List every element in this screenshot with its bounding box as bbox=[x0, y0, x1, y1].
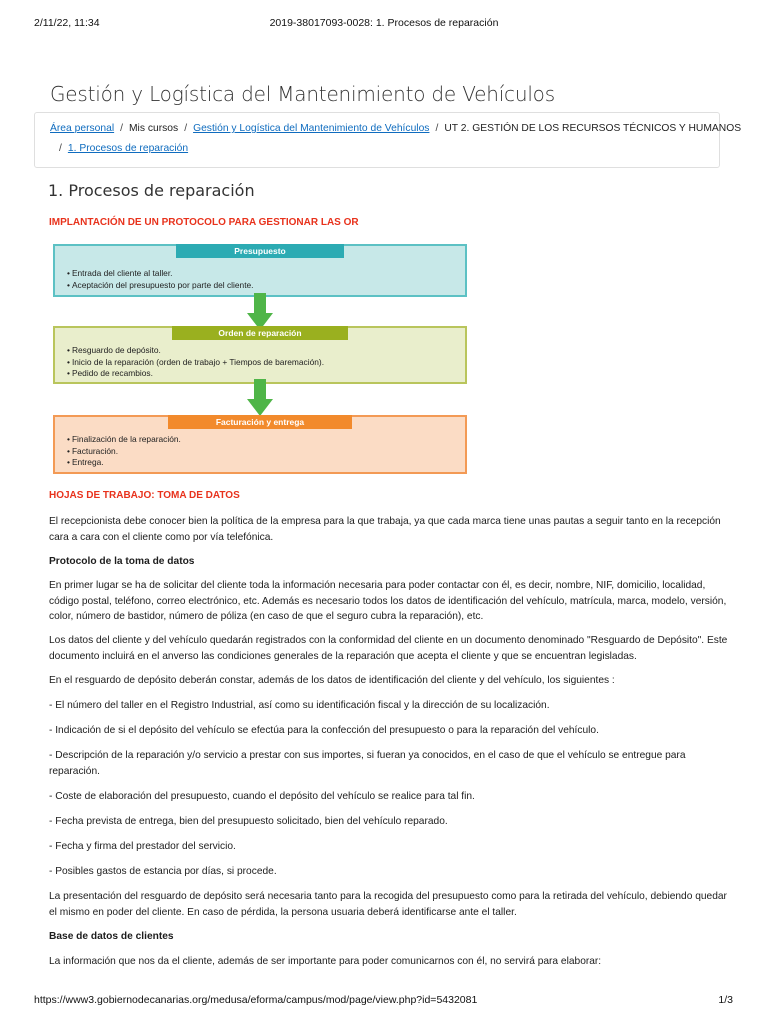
section-heading-protocol: IMPLANTACIÓN DE UN PROTOCOLO PARA GESTIONAR LAS OR bbox=[49, 217, 359, 228]
stage-orden-reparacion bbox=[53, 326, 467, 384]
subheading-base-datos: Base de datos de clientes bbox=[49, 931, 174, 942]
breadcrumb-separator: / bbox=[120, 123, 123, 134]
stage-item: • Facturación. bbox=[67, 446, 181, 458]
breadcrumb-link-course[interactable]: Gestión y Logística del Mantenimiento de Vehículos bbox=[193, 123, 430, 134]
stage-title: Facturación y entrega bbox=[168, 415, 352, 429]
subheading-protocolo: Protocolo de la toma de datos bbox=[49, 556, 195, 567]
stage-item: • Resguardo de depósito. bbox=[67, 345, 324, 357]
print-date: 2/11/22, 11:34 bbox=[34, 17, 100, 29]
list-item: - Indicación de si el depósito del vehículo se efectúa para la confección del presupuesto o para la reparación del vehículo. bbox=[49, 725, 599, 736]
repair-process-diagram bbox=[50, 240, 470, 475]
list-item: - Posibles gastos de estancia por días, si procede. bbox=[49, 866, 277, 877]
breadcrumb-separator: / bbox=[184, 123, 188, 134]
list-item: - Descripción de la reparación y/o servicio a prestar con sus importes, si fueran ya conocidos, en el caso de que el vehículo se entregue para reparación. bbox=[49, 750, 686, 777]
breadcrumb-separator: / bbox=[435, 123, 439, 134]
section-heading-worksheets: HOJAS DE TRABAJO: TOMA DE DATOS bbox=[49, 490, 240, 501]
list-item: - Fecha prevista de entrega, bien del presupuesto solicitado, bien del vehículo reparado. bbox=[49, 816, 448, 827]
paragraph-resguardo: Los datos del cliente y del vehículo quedarán registrados con la conformidad del cliente en un documento denominado "Resguardo de Depósito". Este documento incluirá en el anverso las condiciones generales de la reparación que acepta el cliente y que se encuentran legisladas. bbox=[49, 635, 728, 662]
breadcrumb-item-mis-cursos[interactable]: Mis cursos bbox=[128, 123, 179, 134]
breadcrumb-link-area-personal[interactable]: Área personal bbox=[50, 123, 115, 134]
stage-items bbox=[67, 268, 254, 291]
breadcrumb-link-current-page[interactable]: 1. Procesos de reparación bbox=[67, 143, 189, 154]
paragraph-intro: El recepcionista debe conocer bien la política de la empresa para la que trabaja, ya que cada marca tiene unas pautas a seguir tanto en la recepción cara a cara con el cliente como por vía telefónica. bbox=[49, 516, 721, 543]
stage-title: Presupuesto bbox=[176, 244, 344, 258]
breadcrumb bbox=[34, 112, 742, 168]
paragraph-presentation: La presentación del resguardo de depósito será necesaria tanto para la recogida del presupuesto como para la retirada del vehículo, debiendo quedar el mismo en poder del cliente. En caso de pérdida, la persona usuaria deberá identificarse ante el taller. bbox=[49, 891, 727, 918]
stage-items bbox=[67, 434, 181, 469]
print-footer bbox=[0, 994, 768, 1008]
stage-presupuesto bbox=[53, 244, 467, 297]
stage-item: • Pedido de recambios. bbox=[67, 368, 324, 380]
paragraph-requirements: En el resguardo de depósito deberán constar, además de los datos de identificación del cliente y del vehículo, los siguientes : bbox=[49, 675, 615, 686]
paragraph-client-info: La información que nos da el cliente, además de ser importante para poder comunicarnos con él, no servirá para elaborar: bbox=[49, 956, 602, 967]
stage-item: • Entrega. bbox=[67, 457, 181, 469]
stage-item: • Aceptación del presupuesto por parte del cliente. bbox=[67, 280, 254, 292]
course-title: Gestión y Logística del Mantenimiento de Vehículos bbox=[50, 82, 555, 106]
list-item: - Fecha y firma del prestador del servicio. bbox=[49, 841, 236, 852]
stage-title: Orden de reparación bbox=[172, 326, 348, 340]
stage-item: • Finalización de la reparación. bbox=[67, 434, 181, 446]
stage-item: • Entrada del cliente al taller. bbox=[67, 268, 254, 280]
breadcrumb-item-unit[interactable]: UT 2. GESTIÓN DE LOS RECURSOS TÉCNICOS Y HUMANOS bbox=[444, 123, 742, 134]
list-item: - Coste de elaboración del presupuesto, cuando el depósito del vehículo se realice para tal fin. bbox=[49, 791, 475, 802]
breadcrumb-separator: / bbox=[59, 143, 62, 154]
print-url: https://www3.gobiernodecanarias.org/medusa/eforma/campus/mod/page/view.php?id=5432081 bbox=[34, 994, 478, 1006]
stage-items bbox=[67, 345, 324, 380]
stage-facturacion-entrega bbox=[53, 415, 467, 474]
list-item: - El número del taller en el Registro Industrial, así como su identificación fiscal y la dirección de su localización. bbox=[49, 700, 550, 711]
print-header bbox=[0, 17, 768, 31]
page-title: 1. Procesos de reparación bbox=[48, 181, 255, 200]
down-arrow-icon bbox=[247, 379, 273, 416]
stage-item: • Inicio de la reparación (orden de trabajo + Tiempos de baremación). bbox=[67, 357, 324, 369]
down-arrow-icon bbox=[247, 293, 273, 330]
print-document-title: 2019-38017093-0028: 1. Procesos de reparación bbox=[269, 17, 499, 29]
paragraph-data-request: En primer lugar se ha de solicitar del cliente toda la información necesaria para poder contactar con él, es decir, nombre, NIF, domicilio, localidad, código postal, teléfono, correo electrónico, etc. Además es necesario todos los datos de identificación del vehículo, matrícula, marca, modelo, versión, color, número de bastidor, número de póliza (en caso de que el seguro cubra la reparación), etc. bbox=[49, 580, 727, 623]
page-number: 1/3 bbox=[718, 994, 733, 1006]
